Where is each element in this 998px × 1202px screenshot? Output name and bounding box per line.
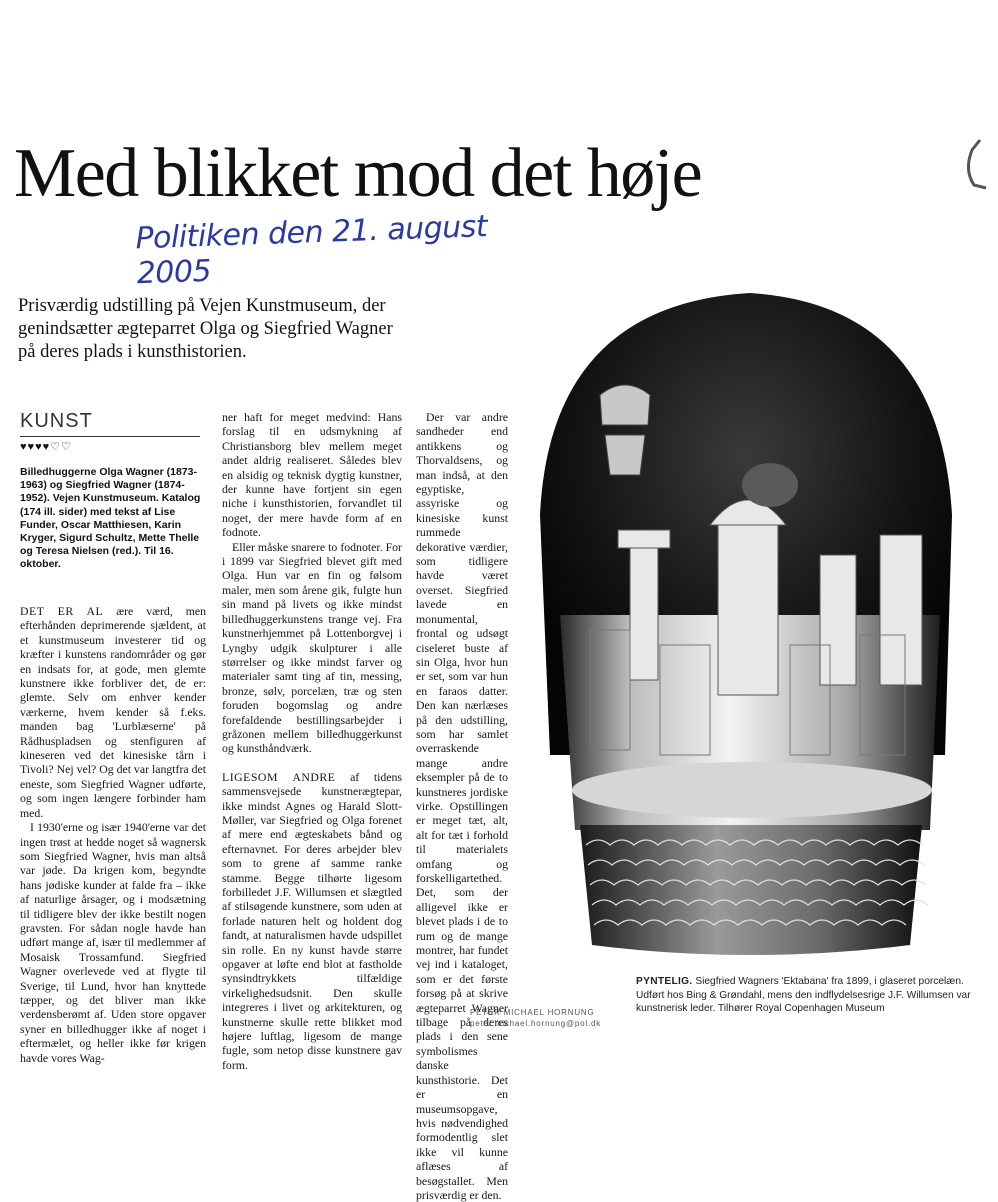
section-divider bbox=[20, 436, 200, 437]
ektabana-vase-photo bbox=[520, 285, 966, 985]
paragraph bbox=[222, 770, 402, 1073]
body-column-3 bbox=[416, 410, 508, 1202]
caption-text: Siegfried Wagners 'Ektabana' fra 1899, i glaseret porcelæn. Udført hos Bing & Grøndahl, mens den indflydelsesrige J.F. Willumsen var kunstnerisk leder. Tilhører Royal Copenhagen Museum bbox=[636, 976, 971, 1014]
caption-label: PYNTELIG. bbox=[636, 976, 693, 987]
sculpture-photo bbox=[520, 285, 966, 985]
handwritten-date-note: Politiken den 21. august 2005 bbox=[134, 209, 488, 292]
paragraph: Der var andre sandheder end antikkens og Thorvaldsens, og man indså, at den egyptiske, assyriske og kinesiske kunst rummede dekorative værdier, som tidligere havde været overset. Siegfried lavede en monumental, frontal og udsøgt ciseleret buste af sin Olga, hvor hun er set, som var hun en faraos datter. Den kan nærlæses på den udstilling, som har samlet overraskende mange andre eksempler på de to kunstneres jordiske virke. Opstillingen er meget tæt, alt, alt for tæt i forhold til materialets omfang og forskelligartethed. Det, som der alligevel ikke er blevet plads i de to rum og de mange montrer, har fundet vej ind i kataloget, som er det første forsøg på at skrive ægteparret Wagner tilbage på deres plads i den sene symbolismes danske kunsthistorie. Det er en museumsopgave, hvis nødvendighed formodentlig slet ikke vil kunne aflæses af besøgstallet. Men prisværdig er den. bbox=[416, 410, 508, 1202]
exhibition-factbox: Billedhuggerne Olga Wagner (1873-1963) og Siegfried Wagner (1874-1952). Vejen Kunstmuseum. Katalog (174 ill. sider) med tekst af Lise Funder, Oscar Matthiesen, Karin Kryger, Sigurd Schultz, Mette Thelle og Teresa Nielsen (red.). Til 16. oktober. bbox=[20, 466, 201, 571]
paragraph-text: ære værd, men efterhånden deprimerende sjældent, at et kunstmuseum investerer tid og kræfter i kunstens randområder og gør en indsats for, at gode, men glemte kunstnere ikke forbliver det, de er: glemte. Selv om enhver kender værkerne, hvem kender så f.eks. manden bag 'Lurblæserne' på Rådhuspladsen og stenfiguren af kineseren ved det kinesiske tårn i Tivoli? Nej vel? Og det var langtfra det eneste, som Siegfried Wagner udførte, og som ingen længere forbinder ham med. bbox=[20, 604, 206, 820]
article-lede: Prisværdig udstilling på Vejen Kunstmuseum, der genindsætter ægteparret Olga og Siegfried Wagner på deres plads i kunsthistorien. bbox=[18, 296, 393, 362]
paragraph-lead-in: LIGESOM ANDRE bbox=[222, 769, 336, 784]
headline: Med blikket mod det høje bbox=[14, 135, 702, 212]
review-rating-hearts: ♥♥♥♥♡♡ bbox=[20, 441, 72, 453]
paragraph: I 1930'erne og især 1940'erne var det ingen trøst at hedde noget så wagnersk som Siegfried Wagner, hvis man altså var jøde. Da krigen kom, begyndte hans jødiske kunder at falde fra – ikke af naturlige årsager, og i modsætning til tidligere blev der ikke bestilt nogen gravsten. For sådan nogle havde han udført mange af, især til medlemmer af Mosaisk Trossamfund. Siegfried Wagner overlevede ved at flygte til Sverige, til Lund, hvor han knyttede tæpper, og det bliver man ikke verdensberømt af. Uden store opgaver syner en billedhugger ikke af noget i eftermælet, og heller ikke før krigen havde vores Wag- bbox=[20, 820, 206, 1065]
photographer-email: peter.michael.hornung@pol.dk bbox=[470, 1019, 602, 1028]
section-label: KUNST bbox=[20, 410, 93, 432]
body-column-1 bbox=[20, 604, 206, 1065]
photographer-name: PETER MICHAEL HORNUNG bbox=[470, 1008, 595, 1017]
paragraph-lead-in: DET ER AL bbox=[20, 604, 104, 618]
paragraph: ner haft for meget medvind: Hans forslag til en udsmykning af Christiansborg blev mellem meget andet aldrig realiseret. Således blev en alsidig og teknisk dygtig kunstner, der kunne have fortjent sin egen niche i kunsthistorien, forvandlet til noget, der mere havde form af en fodnote. bbox=[222, 410, 402, 540]
paragraph: Eller måske snarere to fodnoter. For i 1899 var Siegfried blevet gift med Olga. Hun var en fin og følsom maler, men som årene gik, fulgte hun sin mand på livets og ikke mindst billedhuggerkunstens trange vej. Fra kunstnerhjemmet på Lottenborgvej i Lyngby udgik skulpturer i alle størrelser og ikke mindst farver og materialer samt ting af tin, messing, bronze, sølv, porcelæn, træ og sten foruden bogomslag og andre forefaldende bestillingsarbejder i gråzonen mellem billedhuggerkunst og kunsthåndværk. bbox=[222, 539, 402, 756]
body-column-2 bbox=[222, 410, 402, 1072]
paragraph-text: af tidens sammensvejsede kunstnerægtepar, ikke mindst Agnes og Harald Slott-Møller, var Siegfried og Olga forenet af mere end ægteskabets bånd og efternavnet. For deres arbejder blev som to grene af samme ranke stamme. Begge tilhørte ligesom forbilledet J.F. Willumsen et slægtled af stilsøgende kunstnere, som uden at forlade naturen helt og holdent dog fandt, at naturalismen havde udspillet sin rolle. En ny kunst havde større opgaver at løfte end blot at fastholde synsindtrykkets tilfældige virkelighedsudsnit. Den skulle integreres i livet og arkitekturen, og kunstnerne skulle rette blikket mod højere luftlag, ligesom de mange fugle, som netop disse kunstnere gav form. bbox=[222, 769, 402, 1072]
scan-edge-mark bbox=[960, 130, 990, 200]
photo-caption bbox=[636, 975, 976, 1016]
paragraph bbox=[20, 604, 206, 820]
photo-credit bbox=[470, 1007, 600, 1029]
